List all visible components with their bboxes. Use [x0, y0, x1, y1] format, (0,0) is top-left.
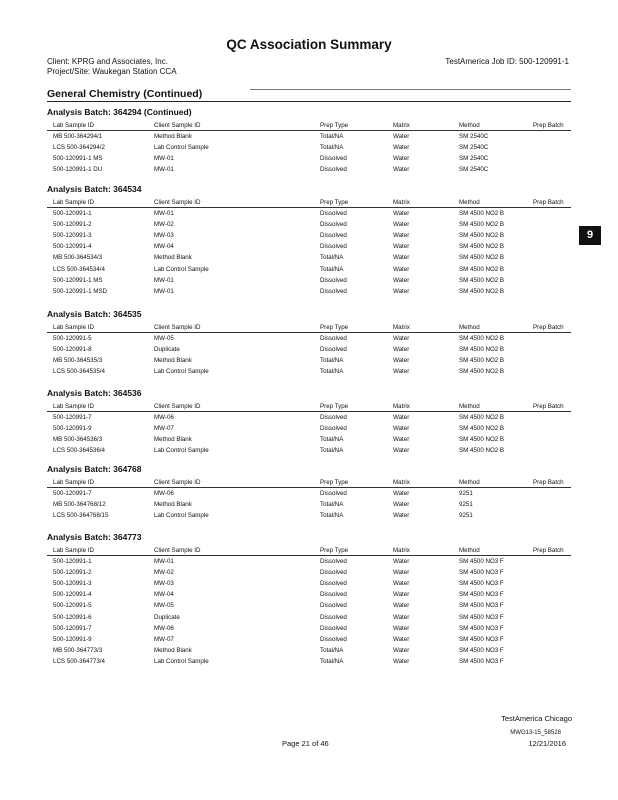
- table-cell: Dissolved: [320, 624, 347, 632]
- table-cell: 500-120991-9: [53, 425, 92, 433]
- table-cell: SM 2540C: [459, 133, 489, 140]
- column-header: Prep Batch: [533, 122, 564, 129]
- column-header: Prep Batch: [533, 199, 564, 206]
- table-cell: Water: [393, 155, 410, 163]
- table-cell: Lab Control Sample: [154, 265, 209, 273]
- table-cell: SM 4500 NO2 B: [459, 436, 505, 444]
- column-header: Client Sample ID: [154, 199, 201, 206]
- column-header: Prep Type: [320, 479, 349, 486]
- table-cell: Dissolved: [320, 425, 347, 433]
- table-cell: Total/NA: [320, 368, 344, 376]
- table-cell: LCS 500-364535/4: [53, 368, 105, 376]
- table-cell: Dissolved: [320, 490, 347, 497]
- table-cell: SM 4500 NO3 F: [459, 624, 504, 632]
- column-header: Client Sample ID: [154, 324, 201, 331]
- table-cell: SM 4500 NO2 B: [459, 243, 505, 251]
- table-cell: Water: [393, 558, 410, 565]
- table-cell: Method Blank: [154, 357, 192, 365]
- table-cell: 500-120991-6: [53, 613, 92, 621]
- table-cell: MW-07: [154, 425, 174, 433]
- table-cell: MW-03: [154, 232, 174, 240]
- table-cell: SM 4500 NO3 F: [459, 646, 504, 654]
- table-cell: Dissolved: [320, 221, 347, 229]
- table-cell: Water: [393, 287, 410, 295]
- table-cell: Total/NA: [320, 254, 344, 262]
- table-cell: Water: [393, 133, 410, 140]
- column-header: Method: [459, 324, 480, 331]
- batch-title: Analysis Batch: 364536: [47, 388, 142, 398]
- column-header: Lab Sample ID: [53, 479, 94, 486]
- table-cell: Total/NA: [320, 501, 344, 509]
- table-cell: Water: [393, 254, 410, 262]
- section-tab-marker: 9: [579, 226, 601, 245]
- table-cell: Lab Control Sample: [154, 512, 209, 520]
- table-cell: SM 4500 NO2 B: [459, 346, 505, 354]
- table-cell: Total/NA: [320, 436, 344, 444]
- table-cell: Water: [393, 436, 410, 444]
- table-cell: Total/NA: [320, 265, 344, 273]
- table-cell: SM 4500 NO3 F: [459, 657, 504, 665]
- column-header: Matrix: [393, 324, 410, 331]
- table-cell: SM 4500 NO3 F: [459, 558, 504, 565]
- table-cell: Water: [393, 144, 410, 152]
- table-cell: 500-120991-1: [53, 210, 92, 217]
- table-cell: Lab Control Sample: [154, 368, 209, 376]
- table-cell: 500-120991-2: [53, 221, 92, 229]
- table-cell: Method Blank: [154, 436, 192, 444]
- column-header: Method: [459, 199, 480, 206]
- header-rule: [47, 411, 571, 412]
- table-cell: SM 4500 NO2 B: [459, 425, 505, 433]
- table-cell: SM 4500 NO2 B: [459, 447, 505, 455]
- column-header: Lab Sample ID: [53, 122, 94, 129]
- section-divider-top: [250, 89, 571, 90]
- table-cell: Water: [393, 221, 410, 229]
- table-cell: Water: [393, 512, 410, 520]
- table-cell: Duplicate: [154, 613, 180, 621]
- table-cell: Water: [393, 490, 410, 497]
- section-divider: [47, 101, 571, 102]
- table-cell: Dissolved: [320, 591, 347, 599]
- table-cell: Dissolved: [320, 287, 347, 295]
- table-cell: 9251: [459, 501, 473, 509]
- table-cell: Water: [393, 346, 410, 354]
- report-title: QC Association Summary: [226, 37, 392, 52]
- table-cell: Water: [393, 591, 410, 599]
- table-cell: MW-01: [154, 558, 174, 565]
- table-cell: MW-06: [154, 490, 174, 497]
- table-cell: Water: [393, 501, 410, 509]
- column-header: Method: [459, 479, 480, 486]
- table-cell: Total/NA: [320, 657, 344, 665]
- table-cell: SM 4500 NO2 B: [459, 414, 505, 421]
- table-cell: 500-120991-7: [53, 624, 92, 632]
- table-cell: 500-120991-9: [53, 635, 92, 643]
- table-cell: 9251: [459, 512, 473, 520]
- table-cell: Water: [393, 276, 410, 284]
- table-cell: Water: [393, 447, 410, 455]
- table-cell: MW-04: [154, 243, 174, 251]
- table-cell: Lab Control Sample: [154, 657, 209, 665]
- table-cell: SM 2540C: [459, 166, 489, 174]
- column-header: Method: [459, 122, 480, 129]
- table-cell: Lab Control Sample: [154, 144, 209, 152]
- table-cell: Lab Control Sample: [154, 447, 209, 455]
- footer-batch-id: MWG13-15_58528: [510, 730, 561, 736]
- batch-title: Analysis Batch: 364768: [47, 464, 142, 474]
- header-rule: [47, 487, 571, 488]
- table-cell: Water: [393, 357, 410, 365]
- table-cell: SM 4500 NO2 B: [459, 221, 505, 229]
- table-cell: Method Blank: [154, 501, 192, 509]
- column-header: Client Sample ID: [154, 547, 201, 554]
- table-cell: Water: [393, 335, 410, 342]
- table-cell: MW-05: [154, 602, 174, 610]
- column-header: Matrix: [393, 403, 410, 410]
- table-cell: Dissolved: [320, 166, 347, 174]
- table-cell: Duplicate: [154, 346, 180, 354]
- column-header: Prep Type: [320, 122, 349, 129]
- table-cell: SM 4500 NO3 F: [459, 613, 504, 621]
- table-cell: Water: [393, 580, 410, 588]
- table-cell: 500-120991-3: [53, 580, 92, 588]
- table-cell: 500-120991-7: [53, 490, 92, 497]
- table-cell: Water: [393, 646, 410, 654]
- table-cell: 500-120991-1 MSD: [53, 287, 108, 295]
- table-cell: 500-120991-8: [53, 346, 92, 354]
- table-cell: SM 4500 NO2 B: [459, 368, 505, 376]
- table-cell: 500-120991-3: [53, 232, 92, 240]
- table-cell: Water: [393, 569, 410, 577]
- project-site: Project/Site: Waukegan Station CCA: [47, 67, 177, 76]
- footer-lab-name: TestAmerica Chicago: [501, 714, 572, 723]
- table-cell: MW-02: [154, 569, 174, 577]
- table-cell: SM 4500 NO2 B: [459, 254, 505, 262]
- column-header: Client Sample ID: [154, 122, 201, 129]
- table-cell: LCS 500-364534/4: [53, 265, 105, 273]
- table-cell: Dissolved: [320, 232, 347, 240]
- table-cell: MB 500-364535/3: [53, 357, 103, 365]
- table-cell: Dissolved: [320, 414, 347, 421]
- table-cell: Total/NA: [320, 447, 344, 455]
- table-cell: Dissolved: [320, 569, 347, 577]
- table-cell: 500-120991-4: [53, 591, 92, 599]
- table-cell: 500-120991-4: [53, 243, 92, 251]
- column-header: Method: [459, 547, 480, 554]
- column-header: Lab Sample ID: [53, 547, 94, 554]
- table-cell: MB 500-364534/3: [53, 254, 103, 262]
- column-header: Lab Sample ID: [53, 403, 94, 410]
- table-cell: MW-06: [154, 624, 174, 632]
- batch-title: Analysis Batch: 364535: [47, 309, 142, 319]
- footer-page-number: Page 21 of 46: [282, 739, 329, 748]
- table-cell: Water: [393, 657, 410, 665]
- table-cell: Dissolved: [320, 243, 347, 251]
- column-header: Method: [459, 403, 480, 410]
- table-cell: SM 4500 NO2 B: [459, 287, 505, 295]
- footer-date: 12/21/2016: [528, 739, 566, 748]
- table-cell: MB 500-364768/12: [53, 501, 106, 509]
- table-cell: MW-03: [154, 580, 174, 588]
- table-cell: Water: [393, 602, 410, 610]
- batch-title: Analysis Batch: 364534: [47, 184, 142, 194]
- table-cell: SM 4500 NO3 F: [459, 591, 504, 599]
- table-cell: SM 4500 NO3 F: [459, 602, 504, 610]
- table-cell: Total/NA: [320, 357, 344, 365]
- table-cell: 500-120991-5: [53, 602, 92, 610]
- table-cell: 500-120991-1 DU: [53, 166, 103, 174]
- table-cell: Water: [393, 624, 410, 632]
- table-cell: Dissolved: [320, 580, 347, 588]
- column-header: Lab Sample ID: [53, 199, 94, 206]
- column-header: Prep Batch: [533, 547, 564, 554]
- table-cell: MB 500-364536/3: [53, 436, 103, 444]
- table-cell: SM 4500 NO2 B: [459, 357, 505, 365]
- column-header: Matrix: [393, 122, 410, 129]
- column-header: Prep Type: [320, 547, 349, 554]
- header-rule: [47, 555, 571, 556]
- table-cell: Dissolved: [320, 335, 347, 342]
- header-rule: [47, 130, 571, 131]
- table-cell: SM 2540C: [459, 144, 489, 152]
- table-cell: Water: [393, 613, 410, 621]
- table-cell: LCS 500-364294/2: [53, 144, 105, 152]
- table-cell: Dissolved: [320, 635, 347, 643]
- table-cell: MW-01: [154, 166, 174, 174]
- table-cell: Total/NA: [320, 133, 344, 140]
- table-cell: Total/NA: [320, 512, 344, 520]
- table-cell: MW-07: [154, 635, 174, 643]
- table-cell: MW-01: [154, 155, 174, 163]
- table-cell: Total/NA: [320, 144, 344, 152]
- column-header: Prep Batch: [533, 403, 564, 410]
- table-cell: SM 4500 NO3 F: [459, 635, 504, 643]
- table-cell: Water: [393, 210, 410, 217]
- table-cell: Water: [393, 635, 410, 643]
- section-heading: General Chemistry (Continued): [47, 88, 203, 100]
- table-cell: MW-01: [154, 276, 174, 284]
- table-cell: SM 4500 NO3 F: [459, 580, 504, 588]
- table-cell: MW-01: [154, 210, 174, 217]
- table-cell: 9251: [459, 490, 473, 497]
- table-cell: SM 4500 NO2 B: [459, 335, 505, 342]
- table-cell: SM 4500 NO3 F: [459, 569, 504, 577]
- table-cell: Water: [393, 414, 410, 421]
- table-cell: Water: [393, 368, 410, 376]
- table-cell: Water: [393, 166, 410, 174]
- table-cell: LCS 500-364536/4: [53, 447, 105, 455]
- table-cell: MW-05: [154, 335, 174, 342]
- table-cell: 500-120991-1 MS: [53, 155, 103, 163]
- table-cell: 500-120991-1: [53, 558, 92, 565]
- column-header: Matrix: [393, 479, 410, 486]
- table-cell: Dissolved: [320, 276, 347, 284]
- table-cell: 500-120991-7: [53, 414, 92, 421]
- table-cell: MW-06: [154, 414, 174, 421]
- table-cell: SM 2540C: [459, 155, 489, 163]
- batch-title: Analysis Batch: 364294 (Continued): [47, 107, 192, 117]
- column-header: Client Sample ID: [154, 479, 201, 486]
- table-cell: 500-120991-2: [53, 569, 92, 577]
- column-header: Matrix: [393, 199, 410, 206]
- header-rule: [47, 207, 571, 208]
- table-cell: SM 4500 NO2 B: [459, 265, 505, 273]
- table-cell: Dissolved: [320, 602, 347, 610]
- column-header: Prep Type: [320, 324, 349, 331]
- table-cell: Dissolved: [320, 613, 347, 621]
- table-cell: SM 4500 NO2 B: [459, 232, 505, 240]
- table-cell: Dissolved: [320, 210, 347, 217]
- table-cell: Method Blank: [154, 646, 192, 654]
- table-cell: MW-02: [154, 221, 174, 229]
- column-header: Prep Type: [320, 403, 349, 410]
- column-header: Matrix: [393, 547, 410, 554]
- column-header: Client Sample ID: [154, 403, 201, 410]
- table-cell: Water: [393, 243, 410, 251]
- column-header: Lab Sample ID: [53, 324, 94, 331]
- table-cell: MB 500-364773/3: [53, 646, 103, 654]
- table-cell: Water: [393, 265, 410, 273]
- table-cell: LCS 500-364768/15: [53, 512, 109, 520]
- table-cell: MW-01: [154, 287, 174, 295]
- job-id: TestAmerica Job ID: 500-120991-1: [445, 57, 569, 66]
- column-header: Prep Type: [320, 199, 349, 206]
- table-cell: 500-120991-1 MS: [53, 276, 103, 284]
- table-cell: Dissolved: [320, 155, 347, 163]
- table-cell: Total/NA: [320, 646, 344, 654]
- table-cell: Water: [393, 425, 410, 433]
- table-cell: SM 4500 NO2 B: [459, 276, 505, 284]
- table-cell: SM 4500 NO2 B: [459, 210, 505, 217]
- table-cell: MB 500-364294/1: [53, 133, 103, 140]
- table-cell: Method Blank: [154, 254, 192, 262]
- table-cell: Water: [393, 232, 410, 240]
- table-cell: Method Blank: [154, 133, 192, 140]
- batch-title: Analysis Batch: 364773: [47, 532, 142, 542]
- table-cell: Dissolved: [320, 346, 347, 354]
- header-rule: [47, 332, 571, 333]
- client-name: Client: KPRG and Associates, Inc.: [47, 57, 168, 66]
- table-cell: Dissolved: [320, 558, 347, 565]
- column-header: Prep Batch: [533, 324, 564, 331]
- column-header: Prep Batch: [533, 479, 564, 486]
- table-cell: MW-04: [154, 591, 174, 599]
- table-cell: LCS 500-364773/4: [53, 657, 105, 665]
- table-cell: 500-120991-5: [53, 335, 92, 342]
